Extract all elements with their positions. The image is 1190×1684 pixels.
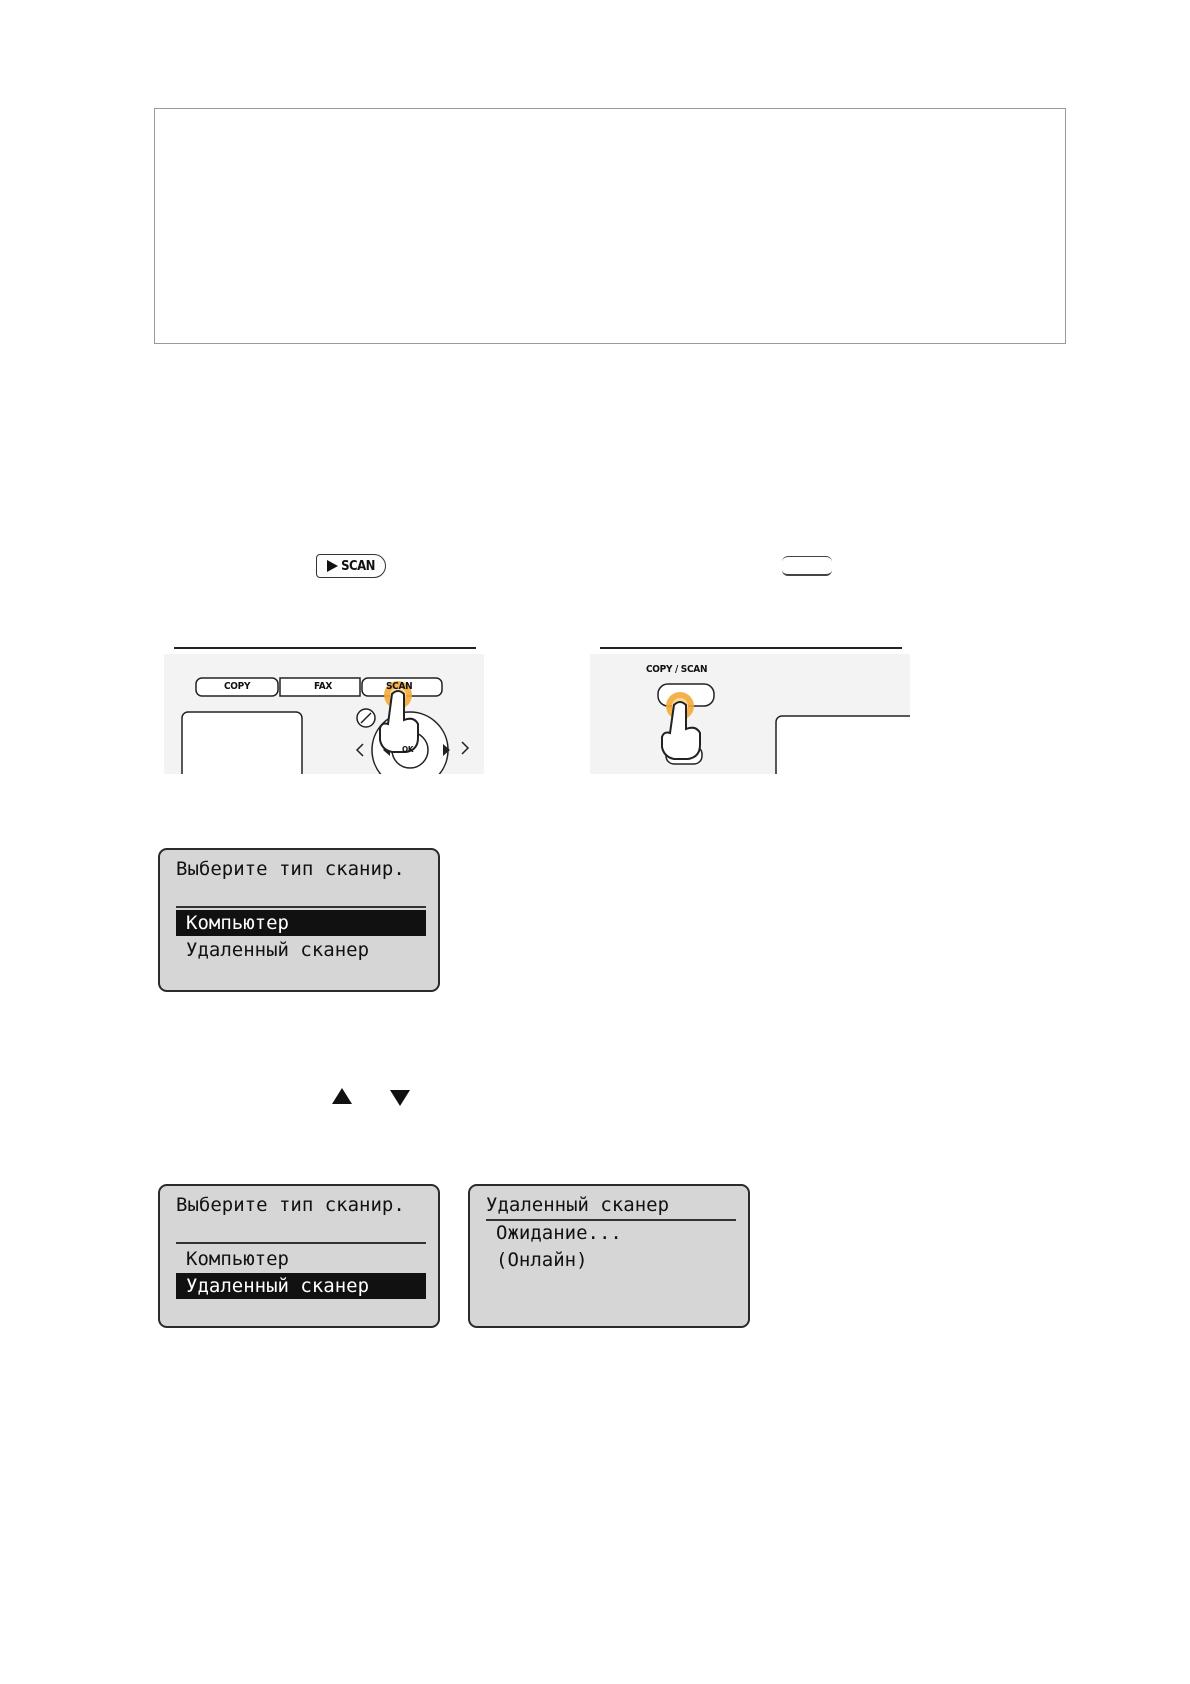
lcd-status-line: (Онлайн) — [496, 1249, 588, 1271]
scan-arrow-icon — [327, 560, 338, 572]
lcd-item-selected: Удаленный сканер — [176, 1273, 426, 1299]
note-box — [154, 108, 1066, 344]
up-arrow-icon — [332, 1088, 352, 1104]
copy-scan-button-label: COPY / SCAN — [646, 664, 708, 675]
control-panel-right-drawing — [590, 636, 910, 774]
lcd-item: Компьютер — [186, 1248, 289, 1270]
lcd-display-2 — [158, 1184, 440, 1328]
lcd-title: Выберите тип сканир. — [176, 858, 405, 880]
lcd-separator — [176, 906, 426, 908]
fax-button-label: FAX — [314, 681, 333, 692]
lcd-display-3 — [468, 1184, 750, 1328]
copy-button-label: COPY — [224, 681, 251, 692]
scan-key-label: SCAN — [341, 558, 375, 574]
lcd-item-selected: Компьютер — [176, 910, 426, 936]
scan-button-label: SCAN — [386, 681, 413, 692]
lcd-title: Выберите тип сканир. — [176, 1194, 405, 1216]
lcd-status-line: Ожидание... — [496, 1222, 622, 1244]
lcd-title: Удаленный сканер — [486, 1194, 670, 1216]
lcd-item: Удаленный сканер — [186, 939, 370, 961]
copy-scan-key-icon — [782, 556, 832, 576]
ok-button-label: OK — [402, 745, 414, 754]
control-panel-left-drawing — [164, 636, 484, 774]
scan-key-icon — [316, 554, 386, 578]
down-arrow-icon — [390, 1090, 410, 1106]
lcd-display-1 — [158, 848, 440, 992]
lcd-separator — [176, 1242, 426, 1244]
control-panel-left — [164, 636, 484, 774]
control-panel-right — [590, 636, 910, 774]
